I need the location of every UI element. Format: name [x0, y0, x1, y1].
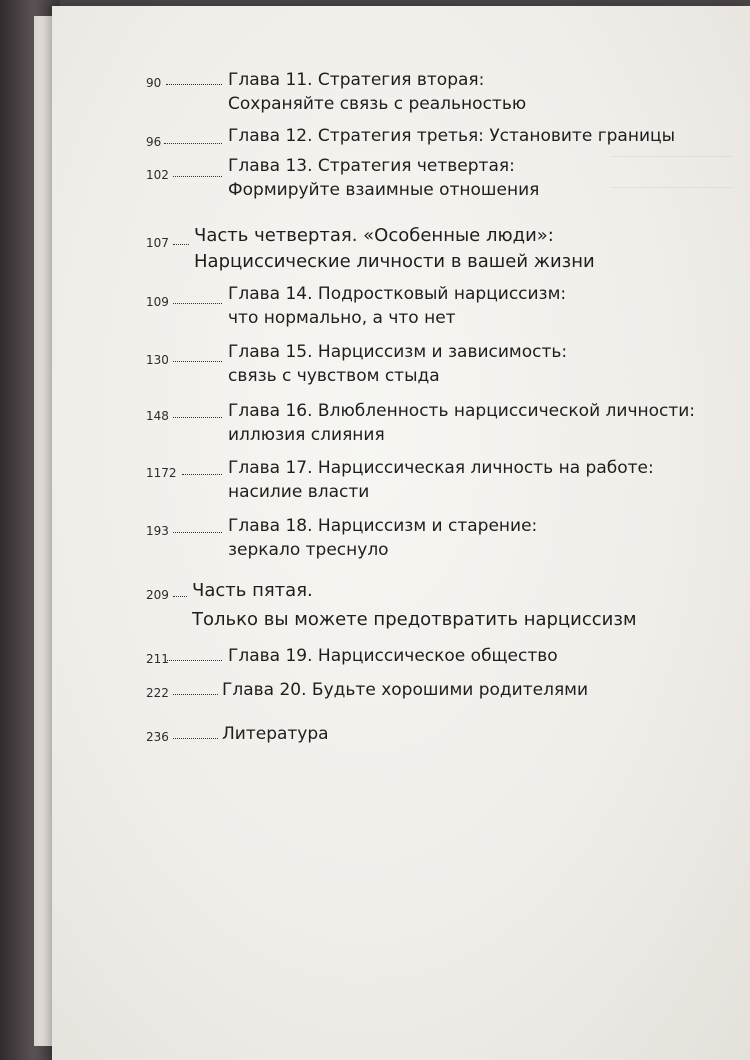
toc-title-line: Литература: [222, 724, 329, 744]
toc-title: [222, 678, 588, 702]
toc-leader-dots: [165, 658, 222, 661]
toc-title-line: Глава 19. Нарциссическое общество: [228, 646, 558, 666]
toc-page-number: 236: [146, 730, 169, 744]
toc-page-number: 1172: [146, 466, 177, 480]
toc-title: [228, 456, 654, 504]
toc-title-line: Глава 13. Стратегия четвертая:: [228, 156, 515, 176]
toc-page-number: 102: [146, 168, 169, 182]
toc-leader-dots: [173, 359, 222, 362]
toc-title-line: Глава 16. Влюбленность нарциссической личности:: [228, 401, 696, 421]
toc-page-number: 96: [146, 135, 162, 149]
toc-title: [194, 223, 595, 275]
toc-title-line: зеркало треснуло: [228, 540, 389, 560]
toc-leader-dots: [164, 141, 222, 144]
table-of-contents: [52, 6, 750, 1060]
toc-page-number: 211: [146, 652, 169, 666]
toc-leader-dots: [173, 301, 222, 304]
toc-title-line: Глава 18. Нарциссизм и старение:: [228, 516, 538, 536]
toc-page-number: 90: [146, 76, 162, 90]
toc-title-line: иллюзия слияния: [228, 425, 385, 445]
toc-title-line: Часть четвертая. «Особенные люди»:: [194, 225, 554, 246]
toc-title: [228, 68, 526, 116]
toc-page-number: 148: [146, 409, 169, 423]
toc-title: [228, 340, 567, 388]
toc-leader-dots: [173, 415, 222, 418]
toc-title-line: Только вы можете предотвратить нарциссизм: [192, 609, 637, 630]
toc-title-line: Глава 11. Стратегия вторая:: [228, 70, 485, 90]
toc-title-line: что нормально, а что нет: [228, 308, 456, 328]
toc-title: [228, 399, 695, 447]
toc-leader-dots: [173, 174, 222, 177]
toc-title: [228, 154, 539, 202]
toc-title-line: Глава 12. Стратегия третья: Установите границы: [228, 126, 675, 146]
toc-leader-dots: [166, 82, 222, 85]
toc-page-number: 109: [146, 295, 169, 309]
toc-page-number: 130: [146, 353, 169, 367]
toc-title: [222, 722, 329, 746]
toc-title-line: Нарциссические личности в вашей жизни: [194, 251, 595, 272]
toc-leader-dots: [173, 242, 189, 245]
book-page: [52, 6, 750, 1060]
toc-page-number: 193: [146, 524, 169, 538]
toc-title-line: Глава 15. Нарциссизм и зависимость:: [228, 342, 568, 362]
toc-title: [228, 514, 537, 562]
toc-title-line: насилие власти: [228, 482, 370, 502]
toc-title: [228, 644, 558, 668]
toc-leader-dots: [173, 692, 218, 695]
toc-page-number: 209: [146, 588, 169, 602]
toc-title-line: Часть пятая.: [192, 580, 313, 601]
toc-title-line: связь с чувством стыда: [228, 366, 440, 386]
toc-title-line: Глава 14. Подростковый нарциссизм:: [228, 284, 567, 304]
toc-title: [228, 124, 675, 148]
toc-title-line: Глава 20. Будьте хорошими родителями: [222, 680, 589, 700]
toc-title: [228, 282, 566, 330]
toc-title: [192, 576, 637, 634]
toc-leader-dots: [182, 472, 222, 475]
toc-page-number: 222: [146, 686, 169, 700]
toc-leader-dots: [173, 530, 222, 533]
toc-title-line: Сохраняйте связь с реальностью: [228, 94, 527, 114]
toc-leader-dots: [173, 736, 218, 739]
toc-page-number: 107: [146, 236, 169, 250]
toc-leader-dots: [173, 594, 187, 597]
toc-title-line: Глава 17. Нарциссическая личность на работе:: [228, 458, 654, 478]
toc-title-line: Формируйте взаимные отношения: [228, 180, 540, 200]
